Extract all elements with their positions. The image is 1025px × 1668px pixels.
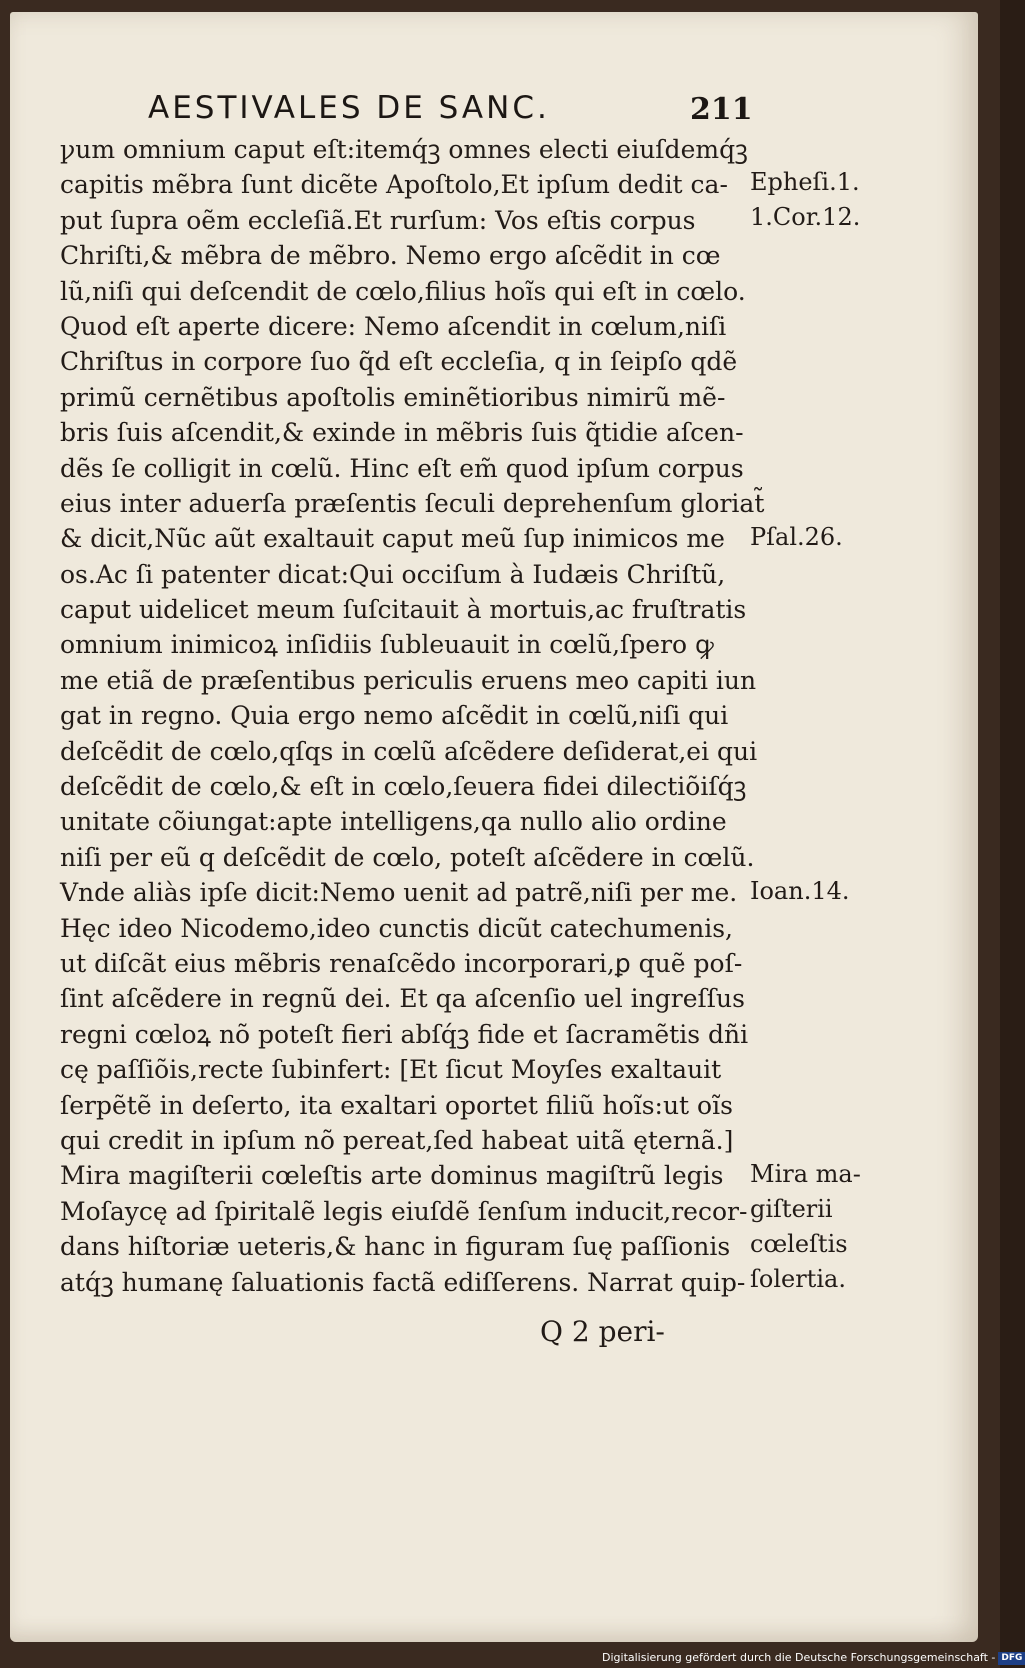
text-line: dẽs ſe colligit in cœlũ. Hinc eſt em̃ quod ipſum corpus — [60, 453, 744, 483]
main-text-block — [60, 132, 765, 1300]
marginal-note-line-4: ſolertia. — [750, 1265, 846, 1293]
text-line: ſerpẽtẽ in deſerto, ita exaltari oportet filiũ hoĩs:ut oĩs — [60, 1090, 733, 1120]
dfg-logo-icon: DFG — [998, 1652, 1025, 1665]
text-line: ſint aſcẽdere in regnũ dei. Et qa aſcenſio uel ingreſſus — [60, 984, 745, 1014]
marginal-note-john: Ioan.14. — [750, 877, 850, 905]
marginal-note-psalm: Pſal.26. — [750, 523, 843, 551]
text-line: qui credit in ipſum nõ pereat,ſed habeat uitã ęternã.] — [60, 1125, 734, 1155]
text-line: caput uidelicet meum ſuſcitauit à mortuis,ac fruſtratis — [60, 595, 747, 625]
text-line: Mira magiſterii cœleſtis arte dominus magiſtrũ legis — [60, 1161, 724, 1191]
marginal-note-corinthians: 1.Cor.12. — [750, 203, 861, 231]
digitization-credit — [602, 1650, 1025, 1666]
text-line: gat in regno. Quia ergo nemo aſcẽdit in cœlũ,niſi qui — [60, 701, 729, 731]
text-line: niſi per eũ q deſcẽdit de cœlo, poteſt aſcẽdere in cœlũ. — [60, 842, 755, 872]
running-title: AESTIVALES DE SANC. — [148, 90, 550, 126]
text-line: deſcẽdit de cœlo,& eſt in cœlo,ſeuera fidei dilectiõiſq́ꝫ — [60, 772, 747, 802]
book-page — [10, 12, 978, 1642]
text-line: Hęc ideo Nicodemo,ideo cunctis dicũt catechumenis, — [60, 913, 733, 943]
text-line: ut diſcãt eius mẽbris renaſcẽdo incorporari,ꝑ quẽ poſ- — [60, 948, 743, 978]
marginal-note-ephesians: Epheſi.1. — [750, 168, 860, 196]
marginal-note-line-1: Mira ma- — [750, 1160, 861, 1188]
text-line: cę paſſiõis,recte ſubinfert: [Et ſicut Moyſes exaltauit — [60, 1055, 722, 1085]
marginal-note-line-3: cœleſtis — [750, 1230, 848, 1258]
text-line: omnium inimicoꝝ inſidiis ſubleuauit in cœlũ,ſpero ꝙ — [60, 630, 714, 660]
text-line: lũ,niſi qui deſcendit de cœlo,filius hoĩs qui eſt in cœlo. — [60, 276, 746, 306]
text-line: dans hiſtoriæ ueteris,& hanc in figuram ſuę paſſionis — [60, 1232, 731, 1262]
credit-text: Digitalisierung gefördert durch die Deutsche Forschungsgemeinschaft - — [602, 1651, 996, 1664]
text-line: deſcẽdit de cœlo,qſqs in cœlũ aſcẽdere deſiderat,ei qui — [60, 736, 758, 766]
text-line: & dicit,Nũc aũt exaltauit caput meũ ſup inimicos me — [60, 524, 725, 554]
text-line: put ſupra oẽm eccleſiã.Et rurſum: Vos eſtis corpus — [60, 205, 696, 235]
marginal-note-line-2: giſterii — [750, 1195, 833, 1223]
text-line: ꝩum omnium caput eſt:itemq́ꝫ omnes electi eiuſdemq́ꝫ — [60, 135, 748, 164]
text-line: me etiã de præſentibus periculis eruens meo capiti iun — [60, 665, 757, 695]
text-line: primũ cernẽtibus apoſtolis eminẽtioribus nimirũ mẽ- — [60, 382, 726, 412]
text-line: Quod eſt aperte dicere: Nemo aſcendit in cœlum,niſi — [60, 311, 727, 341]
text-line: eius inter aduerſa præſentis ſeculi deprehenſum gloriat̃ — [60, 488, 765, 518]
text-line: atq́ꝫ humanę ſaluationis factã ediſſerens. Narrat quip- — [60, 1267, 746, 1297]
text-line: Vnde aliàs ipſe dicit:Nemo uenit ad patrẽ,niſi per me. — [60, 878, 738, 908]
text-line: regni cœloꝝ nõ poteſt fieri abſq́ꝫ fide et ſacramẽtis dñi — [60, 1019, 749, 1049]
text-line: os.Ac ſi patenter dicat:Qui occiſum à Iudæis Chriſtũ, — [60, 559, 726, 589]
text-line: Moſaycę ad ſpiritalẽ legis eiuſdẽ ſenſum inducit,recor- — [60, 1196, 748, 1226]
text-line: Chriſti,& mẽbra de mẽbro. Nemo ergo aſcẽdit in cœ — [60, 241, 721, 271]
signature-catchword-line: Q 2 peri- — [540, 1315, 665, 1348]
text-line: Chriſtus in corpore ſuo q̃d eſt eccleſia, q in ſeipſo qdẽ — [60, 347, 738, 377]
text-line: capitis mẽbra ſunt dicẽte Apoſtolo,Et ipſum dedit ca- — [60, 170, 728, 200]
text-line: unitate cõiungat:apte intelligens,qa nullo alio ordine — [60, 807, 727, 837]
text-line: bris ſuis aſcendit,& exinde in mẽbris ſuis q̃tidie aſcen- — [60, 418, 744, 448]
folio-number: 211 — [690, 92, 753, 127]
